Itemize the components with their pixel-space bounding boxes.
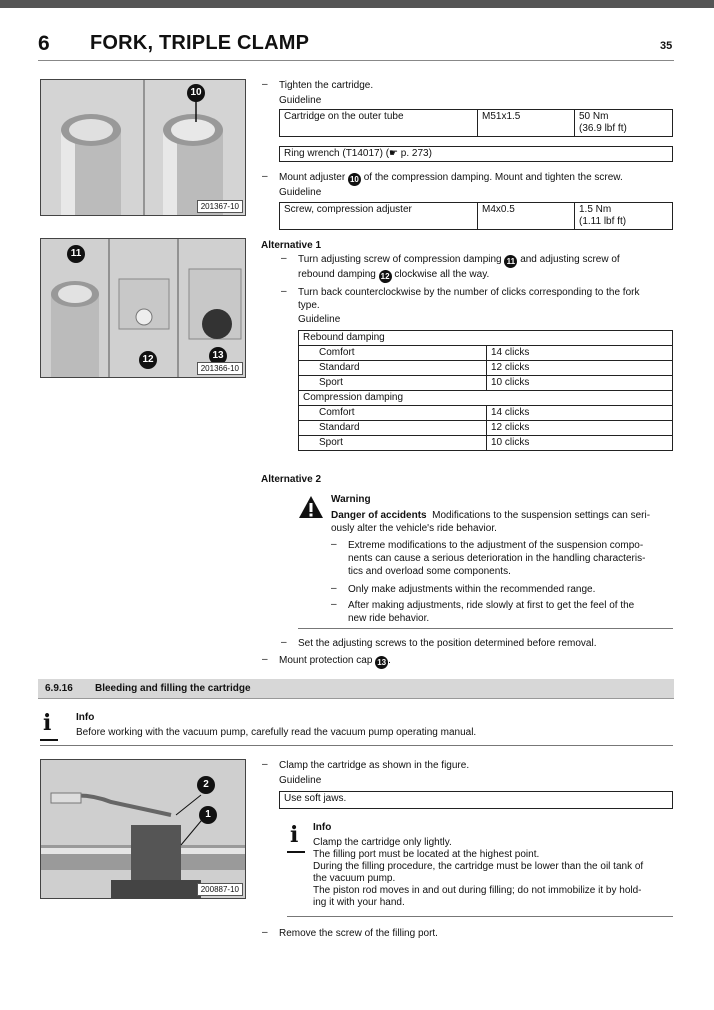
step-mount-adjuster: Mount adjuster 10 of the compression damping. Mount and tighten the screw.	[279, 172, 623, 184]
info-icon-underline	[287, 851, 305, 853]
callout-10: 10	[187, 84, 205, 102]
table-cell: 14 clicks	[487, 346, 673, 361]
section-number: 6.9.16	[45, 683, 73, 694]
table-subheading: Rebound damping	[299, 331, 673, 346]
step-mount-protection-cap: Mount protection cap 13 .	[279, 655, 391, 667]
table-cell: Sport	[299, 436, 487, 451]
warning-item: Extreme modifications to the adjustment of the suspension compo- nents can cause a serious deterioration in the handling characteris- tics and overload some components.	[348, 540, 646, 577]
callout-2: 2	[197, 776, 215, 794]
warning-title: Warning	[331, 494, 371, 505]
figure-adjusting-screws	[40, 238, 246, 378]
callout-10-inline: 10	[348, 173, 361, 186]
info-icon-underline	[40, 739, 58, 741]
guideline-label: Guideline	[279, 187, 322, 198]
table-cell: Cartridge on the outer tube	[280, 110, 478, 137]
warning-divider	[298, 628, 673, 629]
table-cell: 10 clicks	[487, 436, 673, 451]
figure-label: 201366-10	[197, 362, 243, 375]
info-divider	[40, 745, 673, 746]
info-icon: i	[43, 710, 52, 736]
guideline-label: Guideline	[279, 775, 322, 786]
info-text: Clamp the cartridge only lightly. The filling port must be located at the highest point. During the filling procedure, the cartridge must be lower than the oil tank of the vacuum pump. The piston rod moves in and out during filling; do not immobilize it by hold- ing it with your hand.	[313, 837, 644, 908]
table-subheading: Compression damping	[299, 391, 673, 406]
table-cell: 12 clicks	[487, 361, 673, 376]
torque-table-adjuster	[279, 202, 673, 230]
chapter-title: FORK, TRIPLE CLAMP	[90, 32, 310, 54]
guideline-label: Guideline	[279, 95, 322, 106]
info-title: Info	[76, 712, 95, 723]
figure-adjuster	[40, 79, 246, 216]
bullet-dash: –	[331, 599, 337, 610]
page-number: 35	[660, 40, 673, 52]
callout-11: 11	[67, 245, 85, 263]
alt1-step-turn-back: Turn back counterclockwise by the number of clicks corresponding to the fork type.	[298, 287, 640, 311]
torque-table-cartridge	[279, 109, 673, 137]
table-cell: 12 clicks	[487, 421, 673, 436]
alternative-1-heading: Alternative 1	[261, 240, 322, 251]
bullet-dash: –	[262, 171, 268, 182]
guideline-label: Guideline	[298, 314, 341, 325]
info-text: Before working with the vacuum pump, carefully read the vacuum pump operating manual.	[76, 727, 477, 738]
table-cell: Comfort	[299, 406, 487, 421]
figure-label: 200887-10	[197, 883, 243, 896]
section-title: Bleeding and filling the cartridge	[95, 683, 251, 694]
bullet-dash: –	[331, 539, 337, 550]
figure-label: 201367-10	[197, 200, 243, 213]
step-clamp-cartridge: Clamp the cartridge as shown in the figure.	[279, 760, 470, 771]
warning-danger-text: Danger of accidents Modifications to the suspension settings can seri- ously alter the vehicle's ride behavior.	[331, 510, 651, 534]
table-cell: Standard	[299, 361, 487, 376]
warning-item: After making adjustments, ride slowly at first to get the feel of the new ride behavior.	[348, 600, 635, 624]
bullet-dash: –	[262, 79, 268, 90]
figure-clamped-cartridge	[40, 759, 246, 899]
bullet-dash: –	[262, 654, 268, 665]
header-divider	[38, 60, 674, 61]
top-bar	[0, 0, 714, 8]
table-cell: Screw, compression adjuster	[280, 203, 478, 230]
alt1-step-turn-in: Turn adjusting screw of compression damping 11 and adjusting screw of rebound damping 12 clockwise all the way.	[298, 254, 620, 281]
step-remove-screw: Remove the screw of the filling port.	[279, 928, 438, 939]
callout-12: 12	[139, 351, 157, 369]
bullet-dash: –	[331, 583, 337, 594]
warning-icon	[298, 495, 324, 519]
bullet-dash: –	[281, 253, 287, 264]
table-cell: Sport	[299, 376, 487, 391]
callout-12-inline: 12	[379, 270, 392, 283]
vise-cartridge-illustration	[41, 760, 246, 899]
info-icon: i	[290, 822, 299, 848]
clicks-table	[298, 330, 673, 451]
callout-1: 1	[199, 806, 217, 824]
step-set-adjusting-screws: Set the adjusting screws to the position determined before removal.	[298, 638, 597, 649]
alternative-2-heading: Alternative 2	[261, 474, 322, 485]
info-divider	[287, 916, 673, 917]
info-title: Info	[313, 822, 332, 833]
table-cell: Comfort	[299, 346, 487, 361]
callout-13: 13	[209, 347, 227, 365]
callout-13-inline: 13	[375, 656, 388, 669]
table-cell: 14 clicks	[487, 406, 673, 421]
tool-ring-wrench: Ring wrench (T14017) (☛ p. 273)	[279, 146, 673, 162]
bullet-dash: –	[281, 286, 287, 297]
chapter-number: 6	[38, 32, 50, 55]
step-tighten-cartridge: Tighten the cartridge.	[279, 80, 374, 91]
table-cell: M51x1.5	[478, 110, 575, 137]
bullet-dash: –	[281, 637, 287, 648]
fork-tube-illustration	[41, 80, 246, 216]
table-cell: 10 clicks	[487, 376, 673, 391]
table-cell: Standard	[299, 421, 487, 436]
guideline-soft-jaws: Use soft jaws.	[279, 791, 673, 809]
table-cell: 50 Nm (36.9 lbf ft)	[575, 110, 673, 137]
table-cell: M4x0.5	[478, 203, 575, 230]
table-cell: 1.5 Nm (1.11 lbf ft)	[575, 203, 673, 230]
bullet-dash: –	[262, 759, 268, 770]
bullet-dash: –	[262, 927, 268, 938]
callout-11-inline: 11	[504, 255, 517, 268]
warning-item: Only make adjustments within the recommended range.	[348, 584, 596, 595]
